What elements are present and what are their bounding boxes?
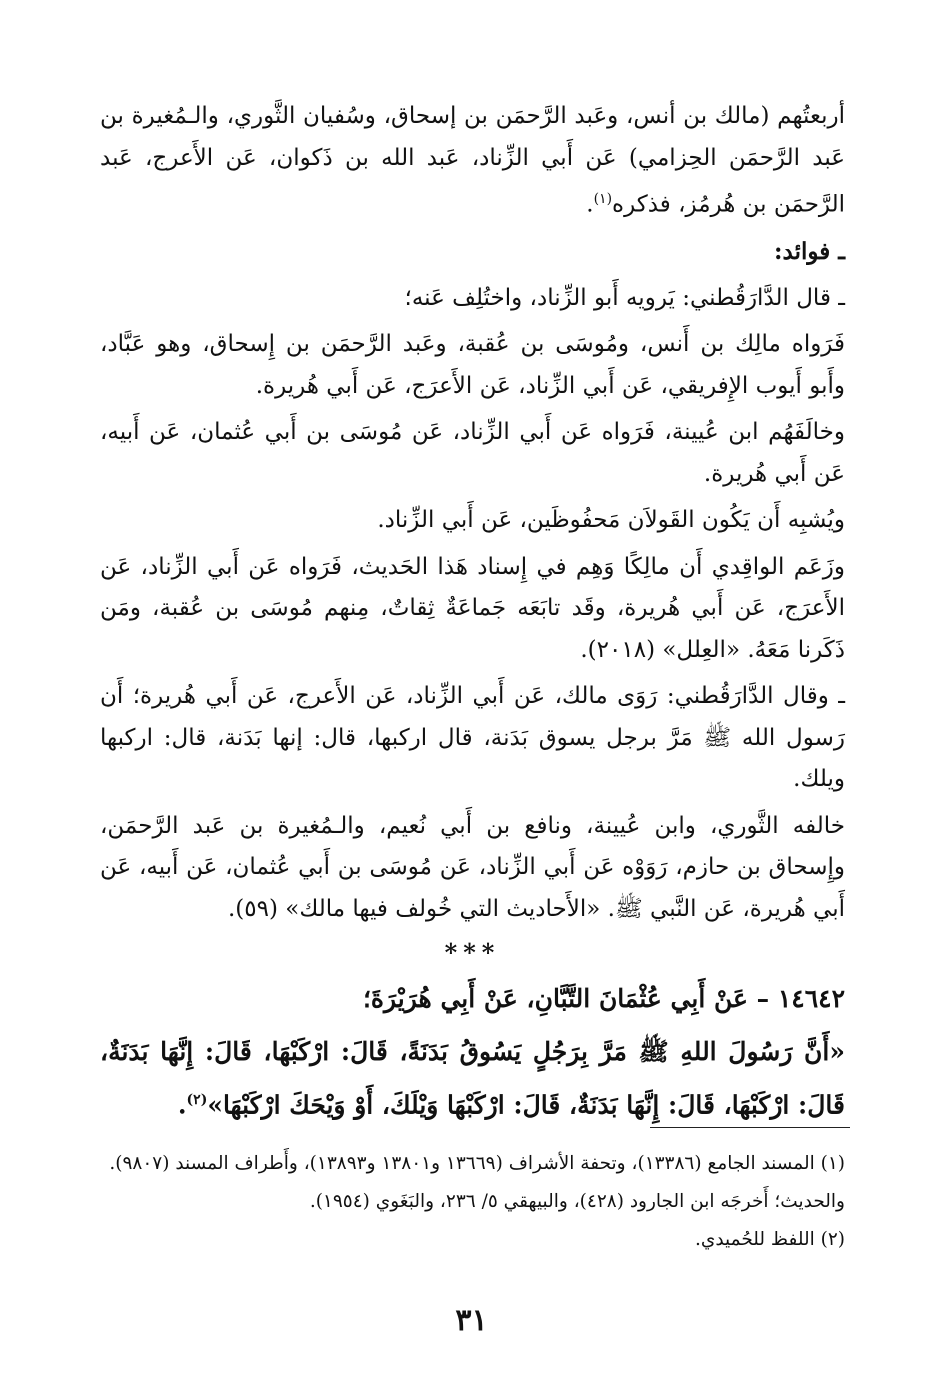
paragraph-riwaya-malik: فَرَواه مالِك بن أَنس، ومُوسَى بن عُقبة، وعَبد الرَّحمَن بن إِسحاق، وهو عَبَّاد، وأَبو أَيوب الإِفريقي، عَن أَبي الزِّناد، عَن الأَعرَج، عَن أَبي هُريرة. bbox=[100, 331, 845, 399]
paragraph-daraqutni-1: ـ قال الدَّارَقُطني: يَرويه أَبو الزِّناد، واختُلِف عَنه؛ bbox=[404, 284, 845, 311]
paragraph-qawlan: ويُشبِه أَن يَكُون القَولاَن مَحفُوظَين، عَن أَبي الزِّناد. bbox=[377, 507, 845, 534]
hadith-matn-text: «أَنَّ رَسُولَ اللهِ ﷺ مَرَّ بِرَجُلٍ يَسُوقُ بَدَنَةً، قَالَ: ارْكَبْهَا، قَالَ: إِنَّهَا بَدَنَةٌ، قَالَ: ارْكَبْهَا، قَالَ: إِنَّهَا بَدَنَةٌ، قَالَ: ارْكَبْهَا وَيْلَكَ، أَوْ وَيْحَكَ ارْكَبْهَا» bbox=[100, 1037, 845, 1120]
section-separator: *** bbox=[444, 938, 501, 968]
footnote-1-line-2: والحديث؛ أَخرجَه ابن الجارود (٤٢٨)، والبيهقي ٥/ ٢٣٦، والبَغَوي (١٩٥٤). bbox=[309, 1191, 845, 1212]
main-text bbox=[100, 96, 845, 1134]
footnote-2: (٢) اللفظ للحُميدي. bbox=[694, 1229, 845, 1250]
footnote-divider bbox=[650, 1127, 850, 1128]
fawaid-heading: ـ فوائد: bbox=[774, 238, 845, 266]
hadith-isnad: عَنْ أَبِي عُثْمَانَ التَّبَّانِ، عَنْ أَبِي هُرَيْرَةَ؛ bbox=[362, 984, 748, 1014]
paragraph-waqidi: وزَعَم الواقِدي أَن مالِكًا وَهِم في إِسناد هَذا الحَديث، فَرَواه عَن أَبي الزِّناد، عَن الأَعرَج، عَن أَبي هُريرة، وقَد تابَعَه جَماعَةٌ ثِقاتٌ، مِنهم مُوسَى بن عُقبة، ومَن ذَكَرنا مَعَهُ. «العِلل» (٢٠١٨). bbox=[100, 553, 845, 663]
paragraph-khalafahu: خالفه الثَّوري، وابن عُيينة، ونافع بن أَبي نُعيم، والـمُغيرة بن عَبد الرَّحمَن، وإِسحاق بن حازم، رَوَوْه عَن أَبي الزِّناد، عَن مُوسَى بن أَبي عُثمان، عَن أَبيه، عَن أَبي هُريرة، عَن النَّبي ﷺ. «الأَحاديث التي خُولف فيها مالك» (٥٩). bbox=[100, 812, 845, 922]
footnote-ref-1: (١) bbox=[593, 191, 613, 207]
footnotes bbox=[100, 1145, 845, 1259]
paragraph-ibn-uyaina: وخالَفَهُم ابن عُيينة، فَرَواه عَن أَبي الزِّناد، عَن مُوسَى بن أَبي عُثمان، عَن أَبيه، عَن أَبي هُريرة. bbox=[100, 419, 845, 487]
footnote-ref-2: (٢) bbox=[186, 1092, 208, 1109]
narrators-text: أربعتُهم (مالك بن أنس، وعَبد الرَّحمَن بن إسحاق، وسُفيان الثَّوري، والـمُغيرة بن عَبد الرَّحمَن الحِزامي) عَن أَبي الزِّناد، عَبد الله بن ذَكوان، عَن الأَعرج، عَبد الرَّحمَن بن هُرمُز، فذكره bbox=[100, 103, 845, 218]
page-number: ٣١ bbox=[455, 1303, 488, 1338]
paragraph-daraqutni-2: ـ وقال الدَّارَقُطني: رَوَى مالك، عَن أَبي الزِّناد، عَن الأَعرج، عَن أَبي هُريرة؛ أَن رَسول الله ﷺ مَرَّ برجل يسوق بَدَنة، قال اركبها، قال: إنها بَدَنة، قال: اركبها ويلك. bbox=[100, 683, 845, 793]
hadith-number: ١٤٦٤٢ bbox=[777, 984, 845, 1014]
footnote-1-line-1: (١) المسند الجامع (١٣٣٨٦)، وتحفة الأشراف (١٣٦٦٩ و١٣٨٠١ و١٣٨٩٣)، وأَطراف المسند (٩٨٠٧). bbox=[109, 1153, 845, 1174]
paragraph-narrators: أربعتُهم (مالك بن أنس، وعَبد الرَّحمَن بن إسحاق، وسُفيان الثَّوري، والـمُغيرة بن عَبد الرَّحمَن الحِزامي) عَن أَبي الزِّناد، عَبد الله بن ذَكوان، عَن الأَعرج، عَبد الرَّحمَن بن هُرمُز، فذكره$^{(١)}$. bbox=[100, 103, 845, 218]
hadith-heading: ١٤٦٤٢ – عَنْ أَبِي عُثْمَانَ التَّبَّانِ، عَنْ أَبِي هُرَيْرَةَ؛ bbox=[362, 984, 845, 1014]
hadith-matn: «أَنَّ رَسُولَ اللهِ ﷺ مَرَّ بِرَجُلٍ يَسُوقُ بَدَنَةً، قَالَ: ارْكَبْهَا، قَالَ: إِنَّهَا بَدَنَةٌ، قَالَ: ارْكَبْهَا، قَالَ: إِنَّهَا بَدَنَةٌ، قَالَ: ارْكَبْهَا وَيْلَكَ، أَوْ وَيْحَكَ ارْكَبْهَا»$^{(٢)}$. bbox=[100, 1037, 845, 1120]
